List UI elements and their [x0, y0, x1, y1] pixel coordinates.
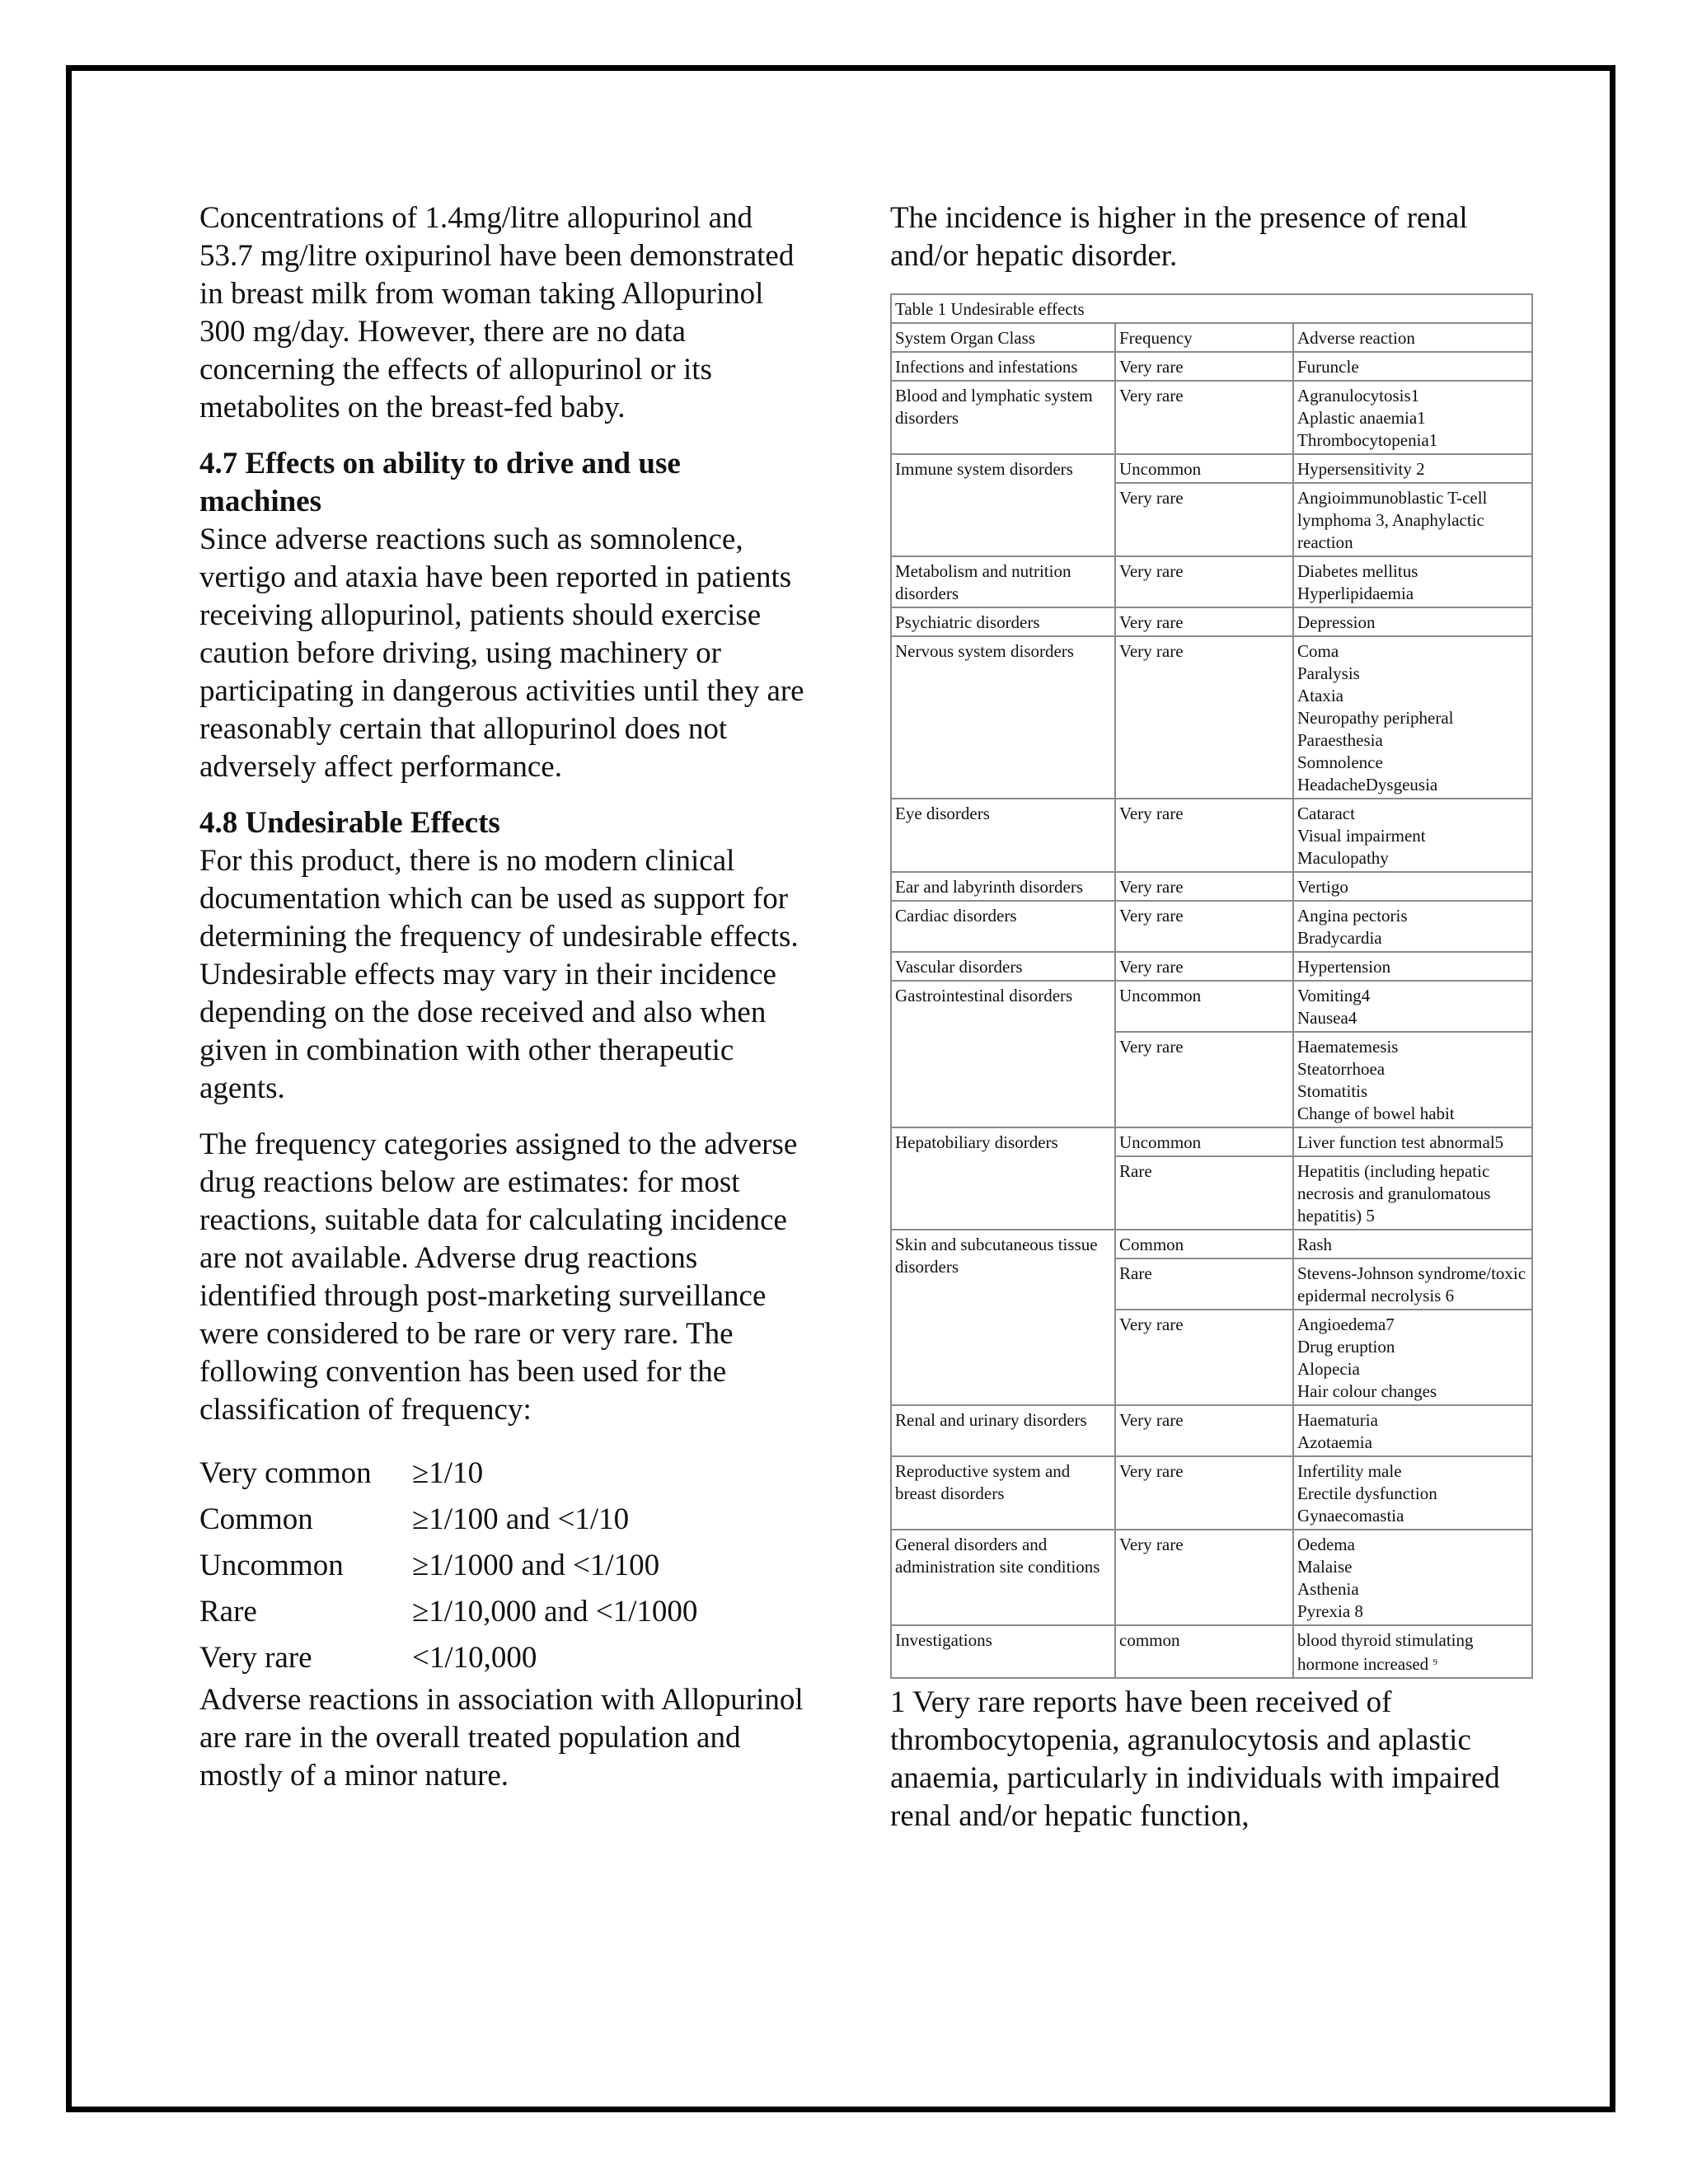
reaction-item: Stomatitis	[1297, 1081, 1368, 1101]
reaction-item: Ataxia	[1297, 686, 1343, 705]
reaction-item: Furuncle	[1297, 357, 1359, 377]
reaction-cell	[1293, 352, 1532, 381]
reaction-item: Cataract	[1297, 804, 1355, 823]
reaction-item: Angioimmunoblastic T-cell lymphoma 3, Anaphylactic reaction	[1297, 488, 1488, 552]
reaction-item: Haematuria	[1297, 1410, 1378, 1430]
reaction-cell	[1293, 454, 1532, 483]
reaction-item: Vertigo	[1297, 877, 1348, 897]
reaction-item: Hypersensitivity 2	[1297, 459, 1425, 479]
frequency-cell: Very rare	[1115, 799, 1293, 872]
reaction-item: Liver function test abnormal5	[1297, 1132, 1504, 1152]
reaction-cell	[1293, 1310, 1532, 1405]
reaction-item: Malaise	[1297, 1557, 1353, 1577]
reaction-item: Nausea4	[1297, 1008, 1357, 1028]
frequency-cell: Very rare	[1115, 607, 1293, 636]
reaction-item: Thrombocytopenia1	[1297, 430, 1438, 450]
soc-cell: Metabolism and nutrition disorders	[891, 556, 1115, 607]
frequency-cell: Very rare	[1115, 952, 1293, 981]
frequency-convention-table	[199, 1451, 697, 1681]
table-row	[891, 607, 1532, 636]
section-4-7-paragraph: Since adverse reactions such as somnolence, vertigo and ataxia have been reported in patients receiving allopurinol, patients should exercise caution before driving, using machinery or participating in dangerous activities until they are reasonably certain that allopurinol does not adversely affect performance.	[199, 523, 804, 784]
reaction-item: Drug eruption	[1297, 1337, 1395, 1357]
reaction-item: Pyrexia 8	[1297, 1601, 1363, 1621]
section-4-8-paragraph-c: Adverse reactions in association with Allopurinol are rare in the overall treated population and mostly of a minor nature.	[199, 1683, 804, 1793]
reaction-item: Asthenia	[1297, 1579, 1359, 1599]
reaction-item: Visual impairment	[1297, 826, 1426, 846]
frequency-cell: Uncommon	[1115, 1127, 1293, 1156]
frequency-row	[199, 1635, 697, 1681]
reaction-item: Angina pectoris	[1297, 906, 1408, 926]
soc-cell: Hepatobiliary disorders	[891, 1127, 1115, 1230]
soc-cell: Reproductive system and breast disorders	[891, 1456, 1115, 1530]
frequency-cell: Uncommon	[1115, 454, 1293, 483]
frequency-range: ≥1/1000 and <1/100	[412, 1549, 660, 1582]
reaction-item: blood thyroid stimulating hormone increased	[1297, 1630, 1474, 1674]
frequency-range: ≥1/10	[412, 1456, 484, 1490]
table-row	[891, 1530, 1532, 1625]
frequency-cell: common	[1115, 1625, 1293, 1678]
reaction-cell	[1293, 1530, 1532, 1625]
table-row	[891, 1625, 1532, 1678]
reaction-item: Paraesthesia	[1297, 730, 1383, 750]
frequency-name: Rare	[199, 1595, 257, 1629]
reaction-item: Erectile dysfunction	[1297, 1483, 1437, 1503]
section-4-7-heading: 4.7 Effects on ability to drive and use machines	[199, 447, 681, 518]
soc-cell: Gastrointestinal disorders	[891, 981, 1115, 1127]
reaction-cell	[1293, 872, 1532, 901]
reaction-item: Diabetes mellitus	[1297, 561, 1418, 581]
reaction-item: Hair colour changes	[1297, 1381, 1437, 1401]
table-row	[891, 872, 1532, 901]
table-header-row	[891, 323, 1532, 352]
frequency-cell: Very rare	[1115, 872, 1293, 901]
table-row	[891, 352, 1532, 381]
frequency-cell: Very rare	[1115, 1310, 1293, 1405]
reaction-cell	[1293, 556, 1532, 607]
frequency-cell: Rare	[1115, 1258, 1293, 1310]
frequency-row	[199, 1497, 697, 1543]
soc-cell: Vascular disorders	[891, 952, 1115, 981]
table-row	[891, 381, 1532, 454]
reaction-item: Bradycardia	[1297, 928, 1382, 948]
reaction-cell	[1293, 607, 1532, 636]
soc-cell: Psychiatric disorders	[891, 607, 1115, 636]
reaction-cell	[1293, 901, 1532, 952]
soc-cell: Investigations	[891, 1625, 1115, 1678]
frequency-cell: Uncommon	[1115, 981, 1293, 1032]
reaction-cell	[1293, 636, 1532, 799]
reaction-item: Infertility male	[1297, 1461, 1402, 1481]
frequency-cell: Very rare	[1115, 1456, 1293, 1530]
frequency-cell: Very rare	[1115, 381, 1293, 454]
header-frequency: Frequency	[1115, 323, 1293, 352]
frequency-name: Common	[199, 1502, 313, 1536]
soc-cell: Skin and subcutaneous tissue disorders	[891, 1230, 1115, 1405]
reaction-item: Coma	[1297, 641, 1339, 661]
incidence-paragraph: The incidence is higher in the presence of renal and/or hepatic disorder.	[890, 201, 1468, 273]
header-system-organ-class: System Organ Class	[891, 323, 1115, 352]
section-4-8-heading: 4.8 Undesirable Effects	[199, 806, 500, 840]
soc-cell: General disorders and administration site conditions	[891, 1530, 1115, 1625]
frequency-range: <1/10,000	[412, 1641, 537, 1675]
undesirable-effects-table	[890, 293, 1533, 1679]
right-column	[890, 199, 1533, 1835]
reaction-cell	[1293, 1127, 1532, 1156]
reaction-item: Neuropathy peripheral	[1297, 708, 1454, 728]
table-row	[891, 1456, 1532, 1530]
reaction-cell	[1293, 952, 1532, 981]
reaction-item: Depression	[1297, 612, 1376, 632]
left-column	[199, 199, 809, 1795]
soc-cell: Blood and lymphatic system disorders	[891, 381, 1115, 454]
frequency-cell: Rare	[1115, 1156, 1293, 1230]
soc-cell: Nervous system disorders	[891, 636, 1115, 799]
reaction-item: HeadacheDysgeusia	[1297, 775, 1438, 794]
table-row	[891, 556, 1532, 607]
frequency-range: ≥1/10,000 and <1/1000	[412, 1595, 698, 1629]
reaction-cell	[1293, 1032, 1532, 1127]
reaction-item: Hyperlipidaemia	[1297, 583, 1414, 603]
reaction-cell	[1293, 1230, 1532, 1258]
soc-cell: Immune system disorders	[891, 454, 1115, 556]
table-row	[891, 1127, 1532, 1156]
reaction-item: Azotaemia	[1297, 1432, 1372, 1452]
table-row	[891, 1230, 1532, 1258]
table-row	[891, 454, 1532, 483]
reaction-item: Vomiting4	[1297, 986, 1371, 1005]
reaction-cell	[1293, 1625, 1532, 1678]
frequency-row	[199, 1589, 697, 1635]
reaction-cell	[1293, 799, 1532, 872]
soc-cell: Renal and urinary disorders	[891, 1405, 1115, 1456]
reaction-item: Somnolence	[1297, 752, 1383, 772]
table-row	[891, 981, 1532, 1032]
frequency-cell: Very rare	[1115, 1405, 1293, 1456]
soc-cell: Eye disorders	[891, 799, 1115, 872]
section-4-8-paragraph-b: The frequency categories assigned to the adverse drug reactions below are estimates: for most reactions, suitable data for calculating incidence are not available. Adverse drug reactions identified through post-marketing surveillance were considered to be rare or very rare. The following convention has been used for the classification of frequency:	[199, 1127, 798, 1427]
frequency-row	[199, 1543, 697, 1589]
frequency-name: Very common	[199, 1456, 372, 1490]
table-row	[891, 1405, 1532, 1456]
reaction-cell	[1293, 1258, 1532, 1310]
frequency-cell: Common	[1115, 1230, 1293, 1258]
frequency-range: ≥1/100 and <1/10	[412, 1502, 630, 1536]
reaction-item: Agranulocytosis1	[1297, 386, 1420, 405]
reaction-item: Steatorrhoea	[1297, 1059, 1386, 1079]
frequency-name: Uncommon	[199, 1549, 344, 1582]
frequency-cell: Very rare	[1115, 352, 1293, 381]
breast-milk-paragraph: Concentrations of 1.4mg/litre allopurinol and 53.7 mg/litre oxipurinol have been demonstrated in breast milk from woman taking Allopurinol 300 mg/day. However, there are no data concerning the effects of allopurinol or its metabolites on the breast-fed baby.	[199, 201, 795, 424]
frequency-cell: Very rare	[1115, 556, 1293, 607]
reaction-cell	[1293, 1156, 1532, 1230]
header-adverse-reaction: Adverse reaction	[1293, 323, 1532, 352]
reaction-item: Hepatitis (including hepatic necrosis and granulomatous hepatitis) 5	[1297, 1161, 1491, 1226]
footnote-marker: 9	[1432, 1657, 1437, 1667]
frequency-name: Very rare	[199, 1641, 312, 1675]
frequency-row	[199, 1451, 697, 1497]
frequency-cell: Very rare	[1115, 483, 1293, 556]
frequency-cell: Very rare	[1115, 1032, 1293, 1127]
section-4-8-paragraph-a: For this product, there is no modern clinical documentation which can be used as support for determining the frequency of undesirable effects. Undesirable effects may vary in their incidence depending on the dose received and also when given in combination with other therapeutic agents.	[199, 844, 799, 1105]
table-row	[891, 799, 1532, 872]
frequency-cell: Very rare	[1115, 1530, 1293, 1625]
reaction-item: Stevens-Johnson syndrome/toxic epidermal necrolysis 6	[1297, 1263, 1526, 1305]
frequency-cell: Very rare	[1115, 901, 1293, 952]
frequency-cell: Very rare	[1115, 636, 1293, 799]
reaction-item: Maculopathy	[1297, 848, 1389, 868]
soc-cell: Infections and infestations	[891, 352, 1115, 381]
reaction-item: Rash	[1297, 1235, 1332, 1254]
reaction-cell	[1293, 381, 1532, 454]
reaction-cell	[1293, 1405, 1532, 1456]
table-row	[891, 952, 1532, 981]
table-caption-row	[891, 294, 1532, 323]
reaction-item: Paralysis	[1297, 663, 1360, 683]
reaction-item: Angioedema7	[1297, 1315, 1395, 1334]
soc-cell: Cardiac disorders	[891, 901, 1115, 952]
reaction-item: Haematemesis	[1297, 1037, 1399, 1057]
soc-cell: Ear and labyrinth disorders	[891, 872, 1115, 901]
reaction-item: Alopecia	[1297, 1359, 1360, 1379]
table-row	[891, 901, 1532, 952]
reaction-item: Aplastic anaemia1	[1297, 408, 1426, 428]
footnote-1-paragraph: 1 Very rare reports have been received of thrombocytopenia, agranulocytosis and aplastic anaemia, particularly in individuals with impaired renal and/or hepatic function,	[890, 1685, 1500, 1833]
reaction-item: Hypertension	[1297, 957, 1391, 977]
table-row	[891, 636, 1532, 799]
reaction-cell	[1293, 483, 1532, 556]
reaction-item: Oedema	[1297, 1535, 1355, 1554]
reaction-cell	[1293, 981, 1532, 1032]
table-caption: Table 1 Undesirable effects	[891, 294, 1532, 323]
reaction-cell	[1293, 1456, 1532, 1530]
reaction-item: Change of bowel habit	[1297, 1104, 1455, 1123]
reaction-item: Gynaecomastia	[1297, 1506, 1404, 1526]
